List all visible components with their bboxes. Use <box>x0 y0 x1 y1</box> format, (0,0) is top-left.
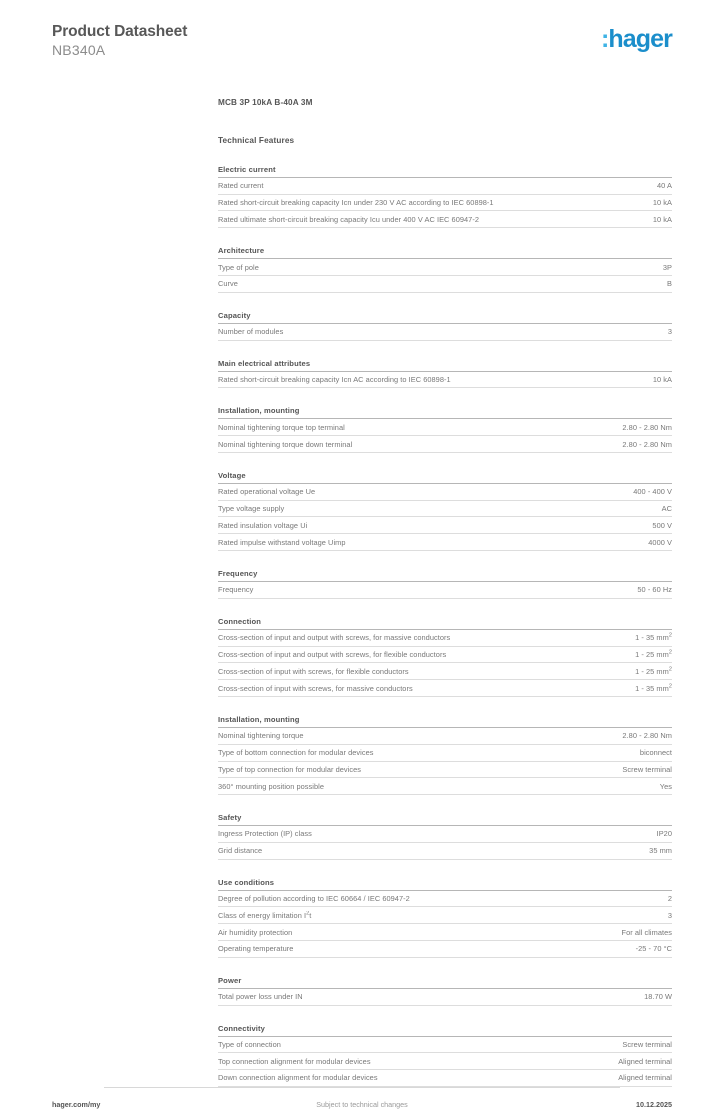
spec-label: Total power loss under IN <box>218 992 303 1002</box>
spec-group-title: Electric current <box>218 165 672 178</box>
spec-value: biconnect <box>639 748 672 758</box>
spec-label: Type of connection <box>218 1039 281 1049</box>
spec-label: Ingress Protection (IP) class <box>218 829 312 839</box>
spec-value: 3 <box>667 327 672 337</box>
spec-label: Nominal tightening torque down terminal <box>218 439 353 449</box>
spec-label: Top connection alignment for modular devices <box>218 1056 371 1066</box>
spec-group-title: Capacity <box>218 311 672 324</box>
spec-label: Cross-section of input and output with screws, for massive conductors <box>218 633 451 643</box>
spec-value: For all climates <box>621 927 672 937</box>
spec-group <box>218 569 672 599</box>
spec-value: 40 A <box>657 181 672 191</box>
spec-row <box>218 419 672 436</box>
superscript: 2 <box>668 683 672 690</box>
product-name: MCB 3P 10kA B-40A 3M <box>218 97 313 107</box>
spec-group-title: Installation, mounting <box>218 406 672 419</box>
footer-date: 10.12.2025 <box>636 1099 673 1109</box>
spec-value: 1 - 35 $mm^2$ <box>635 632 672 643</box>
spec-group <box>218 406 672 453</box>
spec-row <box>218 778 672 795</box>
spec-row <box>218 663 672 680</box>
spec-value: 2.80 - 2.80 Nm <box>622 731 672 741</box>
spec-group <box>218 311 672 341</box>
logo-colon-icon: : <box>600 25 609 53</box>
spec-row <box>218 582 672 599</box>
spec-row <box>218 534 672 551</box>
spec-row <box>218 843 672 860</box>
spec-row <box>218 989 672 1006</box>
spec-group <box>218 359 672 389</box>
spec-value: IP20 <box>656 829 672 839</box>
spec-value: 10 kA <box>652 214 672 224</box>
technical-features-heading: Technical Features <box>218 135 295 145</box>
footer-disclaimer: Subject to technical changes <box>316 1099 408 1109</box>
spec-label: Type of pole <box>218 262 259 272</box>
spec-group <box>218 813 672 860</box>
spec-row <box>218 517 672 534</box>
spec-row <box>218 178 672 195</box>
spec-label: Air humidity protection <box>218 927 293 937</box>
spec-label: Nominal tightening torque <box>218 731 304 741</box>
spec-row <box>218 324 672 341</box>
spec-group-title: Connectivity <box>218 1024 672 1037</box>
spec-label: Nominal tightening torque top terminal <box>218 422 345 432</box>
spec-row <box>218 630 672 647</box>
spec-group-title: Connection <box>218 617 672 630</box>
spec-group-title: Safety <box>218 813 672 826</box>
spec-label: Type of bottom connection for modular devices <box>218 748 374 758</box>
spec-group <box>218 976 672 1006</box>
spec-value: 18.70 W <box>644 992 672 1002</box>
spec-group-title: Voltage <box>218 471 672 484</box>
spec-label: Rated insulation voltage Ui <box>218 520 308 530</box>
spec-row <box>218 891 672 908</box>
page-footer <box>0 1087 724 1109</box>
spec-label: Rated current <box>218 181 264 191</box>
page-title: Product Datasheet <box>52 23 188 40</box>
spec-row <box>218 195 672 212</box>
spec-row <box>218 647 672 664</box>
spec-row <box>218 1037 672 1054</box>
spec-value: B <box>667 279 672 289</box>
superscript: 2 <box>668 666 672 673</box>
spec-row <box>218 501 672 518</box>
spec-group <box>218 878 672 958</box>
spec-label: Rated short-circuit breaking capacity Icn AC according to IEC 60898-1 <box>218 374 451 384</box>
spec-group-title: Power <box>218 976 672 989</box>
spec-row <box>218 276 672 293</box>
spec-label: Curve <box>218 279 238 289</box>
spec-value: 35 mm <box>649 846 672 856</box>
spec-group <box>218 246 672 293</box>
spec-value: 50 - 60 Hz <box>637 585 672 595</box>
spec-label: Class of energy limitation $I^2t$ <box>218 910 312 920</box>
spec-row <box>218 745 672 762</box>
spec-row <box>218 372 672 389</box>
spec-label: Type of top connection for modular devices <box>218 764 362 774</box>
spec-label: Frequency <box>218 585 254 595</box>
main-content <box>0 72 724 1087</box>
spec-label: Rated impulse withstand voltage Uimp <box>218 537 346 547</box>
spec-value: Aligned terminal <box>618 1056 672 1066</box>
spec-value: 400 - 400 V <box>633 487 672 497</box>
spec-value: 2 <box>667 894 672 904</box>
spec-group <box>218 165 672 228</box>
spec-label: Degree of pollution according to IEC 60664 / IEC 60947-2 <box>218 894 410 904</box>
spec-value: 10 kA <box>652 374 672 384</box>
spec-label: Cross-section of input with screws, for massive conductors <box>218 683 413 693</box>
product-reference: NB340A <box>52 42 106 59</box>
spec-value: Yes <box>659 781 672 791</box>
spec-value: 500 V <box>652 520 672 530</box>
spec-value: 4000 V <box>648 537 672 547</box>
spec-label: Cross-section of input with screws, for flexible conductors <box>218 666 409 676</box>
logo-wordmark: hager <box>608 25 672 53</box>
spec-row <box>218 907 672 924</box>
spec-label: Number of modules <box>218 327 284 337</box>
spec-value: -25 - 70 °C <box>635 944 672 954</box>
spec-value: Screw terminal <box>622 1039 672 1049</box>
spec-label: Operating temperature <box>218 944 294 954</box>
spec-label: Grid distance <box>218 846 263 856</box>
spec-row <box>218 826 672 843</box>
superscript: 2 <box>668 632 672 639</box>
spec-label: Cross-section of input and output with screws, for flexible conductors <box>218 649 447 659</box>
spec-label: Rated short-circuit breaking capacity Icn under 230 V AC according to IEC 60898-1 <box>218 198 494 208</box>
header-titles <box>52 22 187 60</box>
spec-value: Aligned terminal <box>618 1073 672 1083</box>
footer-website[interactable]: hager.com/my <box>52 1099 101 1109</box>
footer-row <box>52 1088 672 1109</box>
spec-value: 1 - 25 $mm^2$ <box>635 649 672 659</box>
page-header <box>0 0 724 60</box>
spec-row <box>218 1053 672 1070</box>
superscript: 2 <box>306 910 310 917</box>
spec-row <box>218 762 672 779</box>
superscript: 2 <box>668 649 672 656</box>
spec-group-title: Architecture <box>218 246 672 259</box>
spec-value: 3 <box>667 910 672 920</box>
spec-row <box>218 941 672 958</box>
spec-row <box>218 924 672 941</box>
spec-row <box>218 728 672 745</box>
spec-group-title: Frequency <box>218 569 672 582</box>
spec-label: Rated operational voltage Ue <box>218 487 316 497</box>
spec-group <box>218 715 672 795</box>
spec-value: 3P <box>662 262 672 272</box>
spec-row <box>218 259 672 276</box>
spec-row <box>218 211 672 228</box>
spec-row <box>218 1070 672 1087</box>
spec-group <box>218 617 672 697</box>
spec-row <box>218 436 672 453</box>
spec-label: 360° mounting position possible <box>218 781 324 791</box>
spec-value: 1 - 25 $mm^2$ <box>635 666 672 676</box>
spec-value: 2.80 - 2.80 Nm <box>622 439 672 449</box>
spec-group-title: Installation, mounting <box>218 715 672 728</box>
spec-row <box>218 484 672 501</box>
spec-value: 10 kA <box>652 198 672 208</box>
spec-value: 1 - 35 $mm^2$ <box>635 683 672 693</box>
spec-row <box>218 680 672 697</box>
spec-group-title: Main electrical attributes <box>218 359 672 372</box>
spec-value: 2.80 - 2.80 Nm <box>622 422 672 432</box>
spec-value: AC <box>661 504 672 514</box>
spec-group <box>218 471 672 551</box>
spec-label: Rated ultimate short-circuit breaking capacity Icu under 400 V AC IEC 60947-2 <box>218 214 480 224</box>
spec-label: Type voltage supply <box>218 504 285 514</box>
specification-table <box>218 165 672 1087</box>
spec-group-title: Use conditions <box>218 878 672 891</box>
spec-label: Down connection alignment for modular devices <box>218 1073 378 1083</box>
spec-value: Screw terminal <box>622 764 672 774</box>
spec-group <box>218 1024 672 1087</box>
hager-logo <box>601 27 672 52</box>
